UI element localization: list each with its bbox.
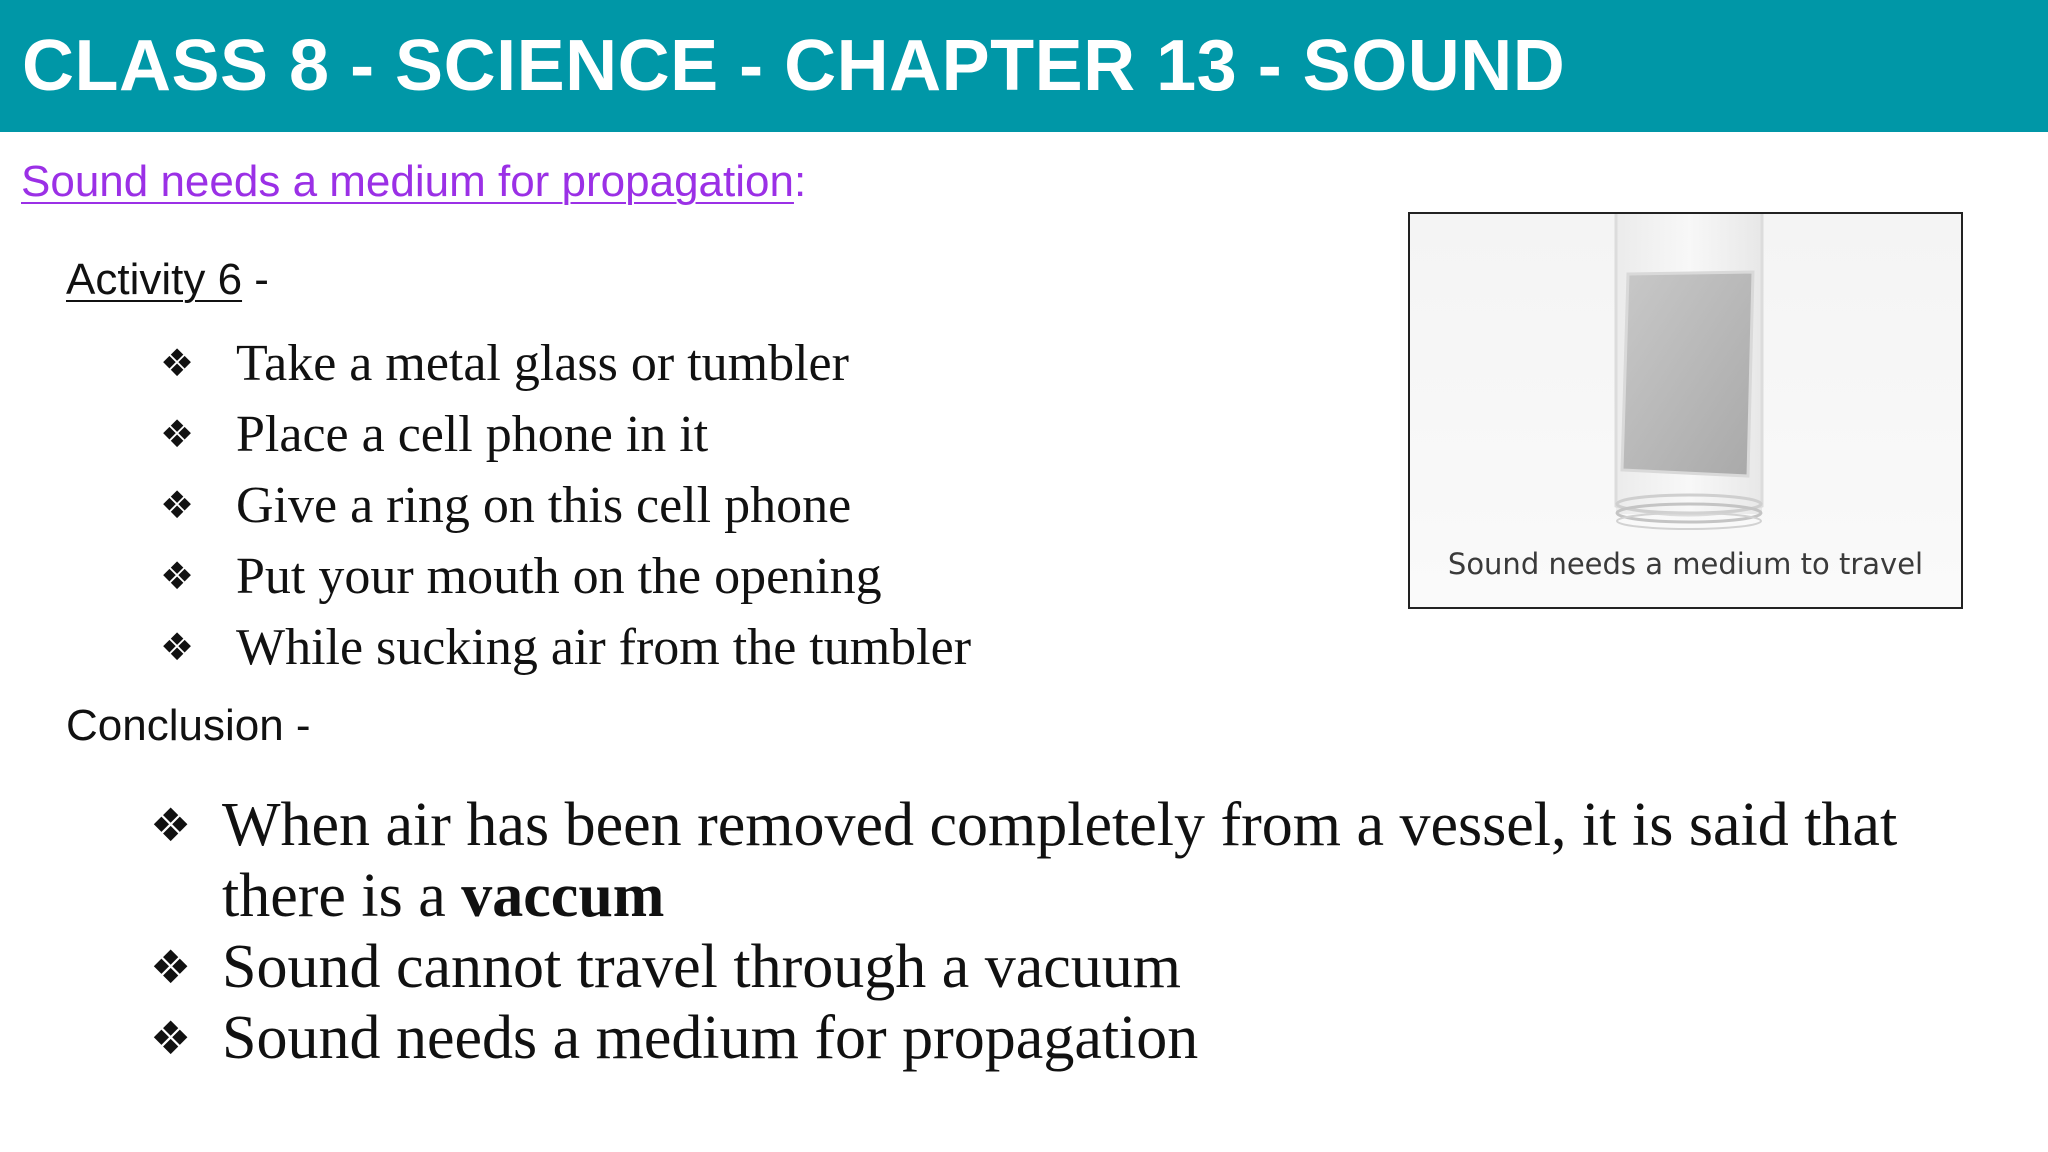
diamond-bullet-icon: ❖ (150, 798, 192, 852)
diamond-bullet-icon: ❖ (150, 940, 192, 994)
diamond-bullet-icon: ❖ (160, 412, 195, 456)
slide-title: CLASS 8 - SCIENCE - CHAPTER 13 - SOUND (22, 26, 1566, 106)
header-bar (0, 0, 2048, 132)
list-item (160, 612, 971, 683)
diamond-bullet-icon: ❖ (160, 554, 195, 598)
section-heading-link[interactable]: Sound needs a medium for propagation (21, 157, 794, 206)
conclusion-heading: Conclusion - (66, 701, 311, 750)
section-heading (21, 154, 806, 210)
diamond-bullet-icon: ❖ (150, 1011, 192, 1065)
activity-steps-list (160, 328, 971, 683)
activity-heading (66, 252, 269, 308)
section-heading-colon: : (793, 157, 807, 206)
diamond-bullet-icon: ❖ (160, 483, 195, 527)
diamond-bullet-icon: ❖ (160, 625, 195, 669)
list-item (150, 1003, 2030, 1074)
conclusion-text: Sound needs a medium for propagation (222, 1004, 1199, 1072)
diamond-bullet-icon: ❖ (160, 341, 195, 385)
activity-heading-label: Activity 6 (66, 255, 243, 304)
step-text: Put your mouth on the opening (236, 548, 882, 605)
figure-caption: Sound needs a medium to travel (1447, 547, 1924, 581)
step-text: Give a ring on this cell phone (236, 477, 852, 534)
list-item (160, 328, 971, 399)
list-item (160, 399, 971, 470)
list-item (160, 541, 971, 612)
conclusion-text: Sound cannot travel through a vacuum (222, 933, 1182, 1001)
step-text: While sucking air from the tumbler (236, 619, 972, 676)
activity-heading-dash: - (242, 255, 269, 304)
list-item (150, 932, 2030, 1003)
figure-image (1408, 212, 1963, 609)
list-item (150, 790, 2030, 932)
conclusion-list (150, 790, 2030, 1074)
conclusion-bold-term: vaccum (461, 862, 665, 930)
list-item (160, 470, 971, 541)
conclusion-text: When air has been removed completely from a vessel, it is said that there is a (222, 791, 1898, 930)
step-text: Place a cell phone in it (236, 406, 709, 463)
step-text: Take a metal glass or tumbler (236, 335, 849, 392)
